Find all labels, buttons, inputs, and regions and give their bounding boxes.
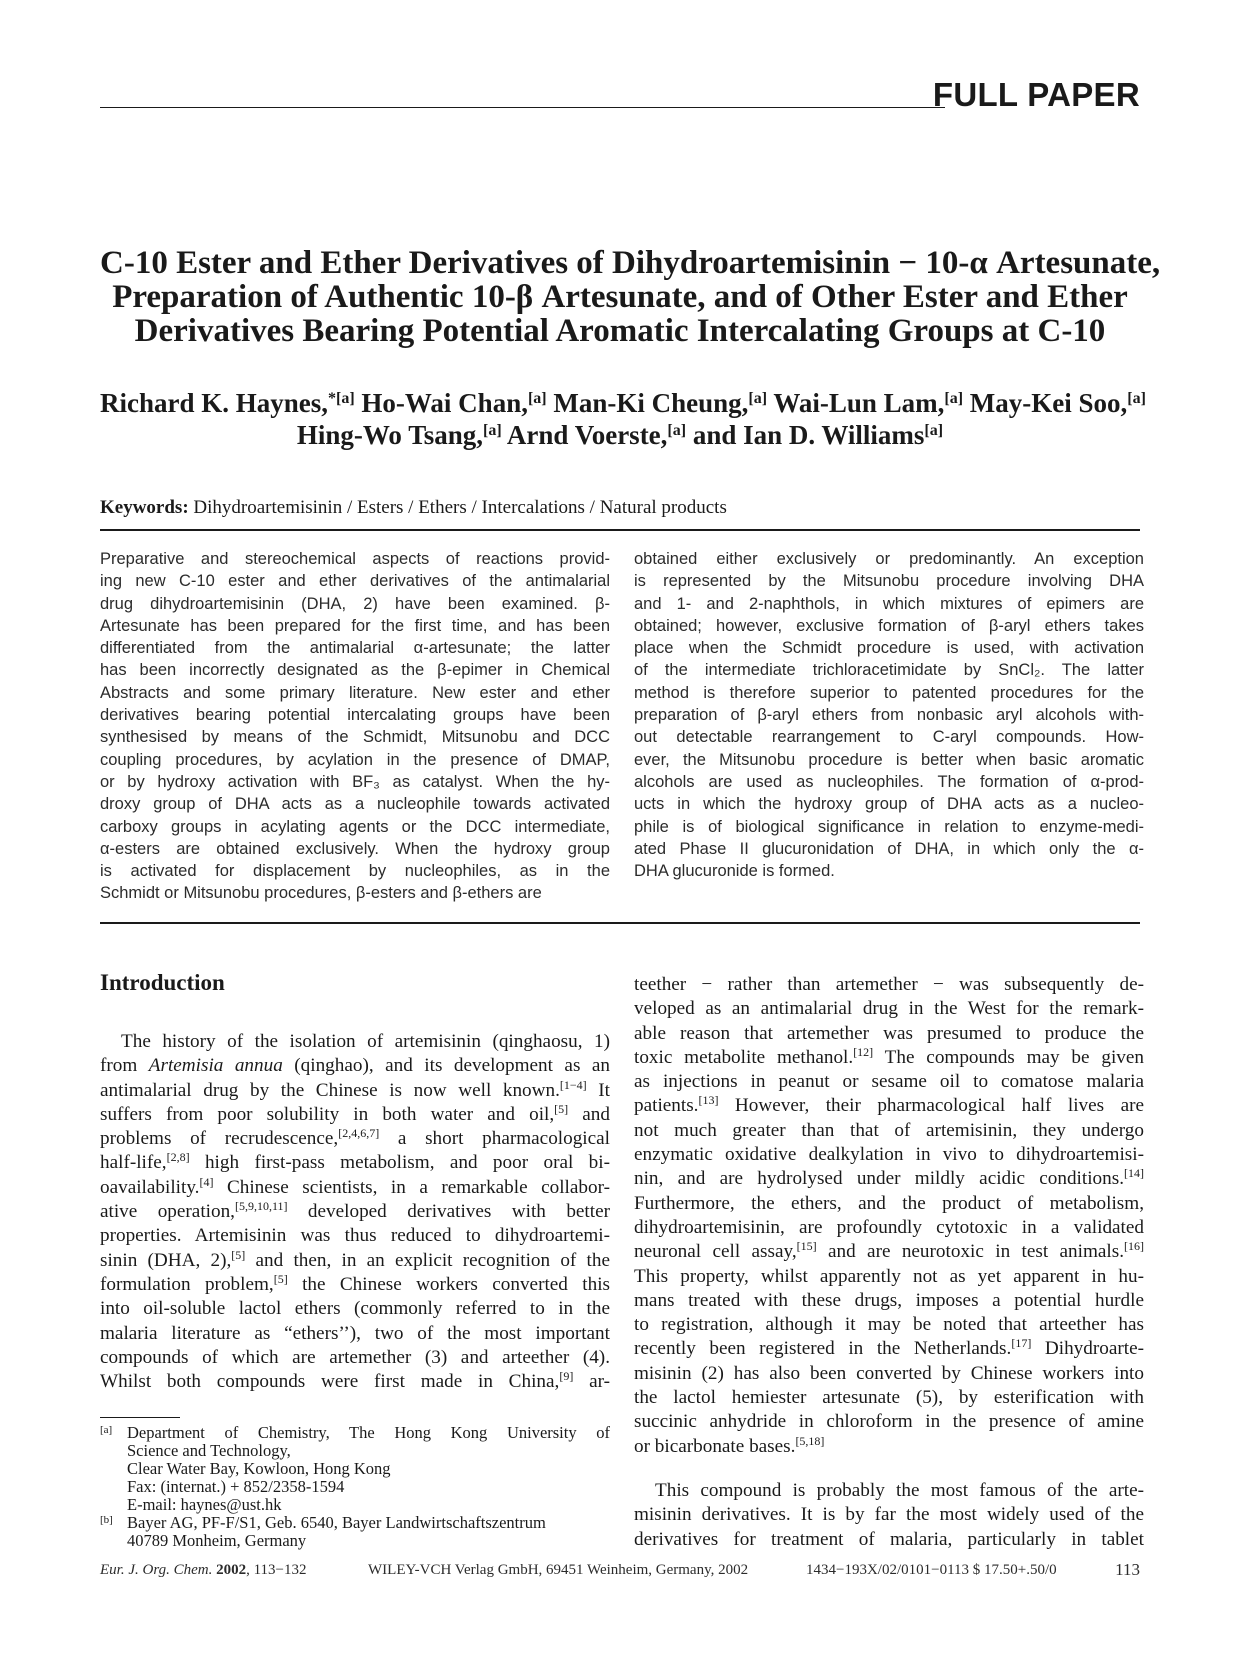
text-line — [100, 1127, 610, 1151]
title-line: Preparation of Authentic 10-β Artesunate, and of Other Ester and Ether — [112, 279, 1128, 315]
journal-pages: , 113−132 — [246, 1562, 307, 1578]
affiliation-mark: [a] — [1127, 390, 1146, 407]
affiliation-mark: [a] — [667, 422, 687, 439]
text-span: This compound is probably the most famous of the arte- — [655, 1480, 1144, 1501]
footnote-line: Department of Chemistry, The Hong Kong University of — [127, 1423, 610, 1442]
text-line — [634, 1503, 1144, 1527]
section-tag: FULL PAPER — [932, 76, 1140, 113]
footnote-a — [100, 1424, 610, 1514]
text-span: properties. Artemisinin was thus reduced to dihydroartemi- — [100, 1225, 610, 1247]
text-span: into oil-soluble lactol ethers (commonly referred to in the — [100, 1298, 610, 1320]
text-span: antimalarial drug by the Chinese is now well known. — [100, 1079, 560, 1101]
abstract-line: is activated for displacement by nucleophiles, as in the — [100, 862, 610, 881]
text-span: Furthermore, the ethers, and the product of metabolism, — [634, 1192, 1144, 1214]
citation-ref: [5,9,10,11] — [234, 1199, 288, 1214]
text-span: (qinghao), and its development as an — [282, 1055, 610, 1077]
affiliation-mark: [a] — [527, 390, 547, 407]
text-line — [634, 1386, 1144, 1410]
footnote-line: Clear Water Bay, Kowloon, Hong Kong — [127, 1459, 391, 1478]
author-name: Richard K. Haynes, — [100, 388, 329, 418]
text-span: ar- — [573, 1371, 610, 1393]
text-span: misinin (2) has also been converted by Chinese workers into — [634, 1362, 1144, 1384]
abstract-line: ing new C-10 ester and ether derivatives of the antimalarial — [100, 572, 610, 591]
abstract-rule — [100, 922, 1140, 924]
text-line — [100, 1224, 610, 1248]
text-span: or bicarbonate bases. — [634, 1435, 796, 1457]
text-line — [634, 997, 1144, 1021]
text-span: nin, and are hydrolysed under mildly acidic conditions. — [634, 1168, 1124, 1190]
abstract-line: ated Phase II glucuronidation of DHA, in which only the α- — [634, 839, 1144, 858]
abstract-line: ever, the Mitsunobu procedure is better when basic aromatic — [634, 750, 1144, 769]
text-span: the lactol hemiester artesunate (5), by esterification with — [634, 1387, 1144, 1409]
abstract-line: obtained either exclusively or predominantly. An exception — [634, 550, 1144, 568]
header-rule — [100, 107, 945, 108]
author-name: and Ian D. Williams — [692, 420, 925, 450]
keywords — [100, 497, 727, 519]
abstract-line: carboxy groups in acylating agents or the DCC intermediate, — [100, 817, 610, 836]
text-span: misinin derivatives. It is by far the most widely used of the — [634, 1504, 1144, 1526]
text-span: mans treated with these drugs, imposes a potential hurdle — [634, 1289, 1144, 1311]
citation-ref: [13] — [698, 1093, 719, 1108]
citation-ref: [2,8] — [166, 1150, 190, 1165]
citation-ref: [9] — [559, 1369, 574, 1384]
text-span: oavailability. — [100, 1176, 200, 1198]
text-span: problems of recrudescence, — [100, 1128, 339, 1150]
text-line — [100, 1079, 610, 1103]
text-line — [100, 1249, 610, 1273]
keywords-rule — [100, 529, 1140, 531]
footnote-line: Bayer AG, PF-F/S1, Geb. 6540, Bayer Landwirtschaftszentrum — [127, 1513, 546, 1532]
text-span: Whilst both compounds were first made in China, — [100, 1371, 560, 1393]
text-span: It — [586, 1079, 610, 1101]
issn-line: 1434−193X/02/0101−0113 $ 17.50+.50/0 — [806, 1562, 1057, 1578]
author-list — [100, 387, 1146, 451]
abstract-line: phile is of biological significance in relation to enzyme-medi- — [634, 817, 1144, 836]
author-name: Hing-Wo Tsang, — [296, 420, 483, 450]
text-line — [634, 1479, 1144, 1503]
text-span: Dihydroarte- — [1031, 1338, 1144, 1360]
text-span: Artemisia annua — [148, 1055, 283, 1077]
text-span: and — [568, 1103, 610, 1125]
abstract-line: or by hydroxy activation with BF₃ as catalyst. When the hy- — [100, 772, 610, 791]
footnote-mark: [a] — [100, 1424, 113, 1436]
abstract-line: Preparative and stereochemical aspects of reactions provid- — [100, 550, 610, 568]
text-line — [634, 1435, 1144, 1459]
text-line — [634, 1070, 1144, 1094]
text-line — [100, 1200, 610, 1224]
abstract-right-column — [634, 548, 1144, 882]
citation-ref: [5,18] — [795, 1433, 825, 1448]
keywords-text: Dihydroartemisinin / Esters / Ethers / Intercalations / Natural products — [193, 497, 727, 518]
text-line — [634, 1528, 1144, 1552]
footnote-line: Science and Technology, — [127, 1441, 291, 1460]
text-span: compounds of which are artemether (3) and arteether (4). — [100, 1346, 610, 1368]
abstract-line: drug dihydroartemisinin (DHA, 2) have been examined. β- — [100, 594, 610, 613]
text-span: and then, in an explicit recognition of the — [245, 1249, 610, 1271]
text-span: to registration, although it may be noted that arteether has — [634, 1314, 1144, 1336]
publisher-line: WILEY-VCH Verlag GmbH, 69451 Weinheim, Germany, 2002 — [368, 1562, 749, 1578]
text-span: succinic anhydride in chloroform in the presence of amine — [634, 1411, 1144, 1433]
citation-ref: [15] — [796, 1239, 817, 1254]
text-span: patients. — [634, 1095, 699, 1117]
journal-citation — [100, 1562, 307, 1579]
text-span: Chinese scientists, in a remarkable collabor- — [213, 1176, 610, 1198]
introduction-right-column — [634, 973, 1144, 1459]
abstract-line: Abstracts and some primary literature. New ester and ether — [100, 683, 610, 702]
text-line — [100, 1297, 610, 1321]
text-span: teether − rather than artemether − was subsequently de- — [634, 974, 1144, 995]
text-line — [100, 1273, 610, 1297]
text-span: dihydroartemisinin, are profoundly cytotoxic in a validated — [634, 1216, 1144, 1238]
footnote-line: Fax: (internat.) + 852/2358-1594 — [127, 1477, 345, 1496]
citation-ref: [1−4] — [559, 1077, 587, 1092]
citation-ref: [14] — [1124, 1166, 1144, 1181]
text-line — [634, 1022, 1144, 1046]
author-line — [100, 419, 1140, 451]
title-line: Derivatives Bearing Potential Aromatic Intercalating Groups at C-10 — [134, 313, 1106, 349]
text-span: suffers from poor solubility in both water and oil, — [100, 1103, 555, 1125]
journal-name: Eur. J. Org. Chem. — [100, 1562, 213, 1578]
text-span: veloped as an antimalarial drug in the West for the remark- — [634, 998, 1144, 1020]
abstract-line: ucts in which the hydroxy group of DHA acts as a nucleo- — [634, 795, 1144, 814]
abstract-line: obtained; however, exclusive formation of β-aryl ethers takes — [634, 616, 1144, 635]
abstract-line: of the intermediate trichloracetimidate by SnCl₂. The latter — [634, 661, 1144, 680]
footnote-b — [100, 1514, 610, 1550]
title-line: C-10 Ester and Ether Derivatives of Dihydroartemisinin − 10-α Artesunate, — [100, 245, 1161, 281]
citation-ref: [2,4,6,7] — [338, 1126, 380, 1141]
citation-ref: [4] — [199, 1174, 214, 1189]
citation-ref: [5] — [554, 1101, 569, 1116]
text-span: not much greater than that of artemisinin, they undergo — [634, 1119, 1144, 1141]
author-name: Man-Ki Cheung, — [553, 388, 749, 418]
text-span: toxic metabolite methanol. — [634, 1046, 854, 1068]
text-line — [100, 1054, 610, 1078]
author-name: May-Kei Soo, — [969, 388, 1128, 418]
text-span: able reason that artemether was presumed to produce the — [634, 1022, 1144, 1044]
citation-ref: [17] — [1011, 1336, 1032, 1351]
text-line — [634, 973, 1144, 997]
text-line — [634, 1289, 1144, 1313]
abstract-line: and 1- and 2-naphthols, in which mixtures of epimers are — [634, 594, 1144, 613]
author-name: Arnd Voerste, — [506, 420, 668, 450]
keywords-label: Keywords: — [100, 497, 189, 518]
text-line — [634, 1337, 1144, 1361]
abstract-line: Schmidt or Mitsunobu procedures, β-esters and β-ethers are — [100, 884, 542, 903]
citation-ref: [5] — [273, 1271, 288, 1286]
abstract-line: differentiated from the antimalarial α-artesunate; the latter — [100, 639, 610, 658]
introduction-right-paragraph-2 — [634, 1479, 1144, 1552]
text-span: neuronal cell assay, — [634, 1241, 797, 1263]
citation-ref: [5] — [231, 1247, 246, 1262]
abstract-line: coupling procedures, by acylation in the presence of DMAP, — [100, 750, 610, 769]
text-line — [634, 1119, 1144, 1143]
text-line — [634, 1362, 1144, 1386]
text-span: The history of the isolation of artemisinin (qinghaosu, 1) — [121, 1031, 610, 1052]
abstract-line: has been incorrectly designated as the β-epimer in Chemical — [100, 661, 610, 680]
text-line — [634, 1167, 1144, 1191]
text-span: However, their pharmacological half lives are — [718, 1095, 1144, 1117]
text-span: malaria literature as “ethers’’), two of the most important — [100, 1322, 610, 1344]
affiliation-mark: [a] — [924, 422, 944, 439]
abstract-line: is represented by the Mitsunobu procedure involving DHA — [634, 572, 1144, 591]
citation-ref: [12] — [853, 1044, 874, 1059]
text-line — [634, 1240, 1144, 1264]
text-span: The compounds may be given — [873, 1046, 1144, 1068]
text-span: recently been registered in the Netherlands. — [634, 1338, 1012, 1360]
text-line — [634, 1046, 1144, 1070]
abstract-left-column — [100, 548, 610, 905]
abstract-line: preparation of β-aryl ethers from nonbasic aryl alcohols with- — [634, 706, 1144, 725]
text-span: ative operation, — [100, 1201, 235, 1223]
introduction-heading: Introduction — [100, 970, 225, 995]
citation-ref: [16] — [1124, 1239, 1144, 1254]
footnote-line: E-mail: haynes@ust.hk — [127, 1495, 282, 1514]
text-line — [634, 1143, 1144, 1167]
text-span: developed derivatives with better — [287, 1201, 610, 1223]
text-span: half-life, — [100, 1152, 167, 1174]
abstract-line: out detectable rearrangement to C-aryl compounds. How- — [634, 728, 1144, 747]
introduction-left-column — [100, 1030, 610, 1394]
author-line — [100, 387, 1146, 419]
text-line — [100, 1346, 610, 1370]
affiliation-mark: [a] — [483, 422, 502, 439]
abstract-line: droxy group of DHA acts as a nucleophile towards activated — [100, 795, 610, 814]
journal-year: 2002 — [216, 1562, 247, 1578]
text-span: enzymatic oxidative dealkylation in vivo to dihydroartemisi- — [634, 1144, 1144, 1166]
text-line — [100, 1103, 610, 1127]
affiliation-mark: [a] — [944, 390, 964, 407]
abstract-line: Artesunate has been prepared for the first time, and has been — [100, 616, 610, 635]
text-line — [100, 1370, 610, 1394]
abstract-line: synthesised by means of the Schmidt, Mitsunobu and DCC — [100, 728, 610, 747]
footnote-rule — [100, 1417, 180, 1418]
text-span: and are neurotoxic in test animals. — [816, 1241, 1124, 1263]
text-span: a short pharmacological — [379, 1128, 610, 1150]
text-line — [634, 1410, 1144, 1434]
affiliation-mark: [a] — [748, 390, 768, 407]
abstract-line: α-esters are obtained exclusively. When the hydroxy group — [100, 839, 610, 858]
text-line — [100, 1030, 610, 1054]
text-line — [634, 1265, 1144, 1289]
footnote-mark: [b] — [100, 1514, 113, 1526]
author-name: Wai-Lun Lam, — [773, 388, 945, 418]
text-line — [100, 1322, 610, 1346]
affiliation-footnotes — [100, 1424, 610, 1550]
text-span: sinin (DHA, 2), — [100, 1249, 232, 1271]
abstract-line: alcohols are used as nucleophiles. The formation of α-prod- — [634, 772, 1144, 791]
affiliation-mark: *[a] — [328, 390, 355, 407]
abstract-line: method is therefore superior to patented procedures for the — [634, 683, 1144, 702]
abstract-line: DHA glucuronide is formed. — [634, 862, 835, 881]
text-span: formulation problem, — [100, 1273, 274, 1295]
text-span: derivatives for treatment of malaria, particularly in tablet — [634, 1528, 1144, 1550]
abstract-line: place when the Schmidt procedure is used, with activation — [634, 639, 1144, 658]
text-span: the Chinese workers converted this — [287, 1273, 610, 1295]
article-title — [100, 245, 1161, 349]
text-line — [634, 1313, 1144, 1337]
footnote-line: 40789 Monheim, Germany — [127, 1531, 307, 1550]
abstract-line: derivatives bearing potential intercalating groups have been — [100, 706, 610, 725]
text-line — [100, 1151, 610, 1175]
text-line — [634, 1216, 1144, 1240]
author-name: Ho-Wai Chan, — [361, 388, 528, 418]
text-span: This property, whilst apparently not as yet apparent in hu- — [634, 1265, 1144, 1287]
text-span: from — [100, 1055, 149, 1077]
page-number: 113 — [1115, 1560, 1140, 1579]
text-span: high first-pass metabolism, and poor oral bi- — [189, 1152, 610, 1174]
text-line — [634, 1094, 1144, 1118]
text-line — [634, 1192, 1144, 1216]
text-span: as injections in peanut or sesame oil to comatose malaria — [634, 1071, 1144, 1093]
text-line — [100, 1176, 610, 1200]
